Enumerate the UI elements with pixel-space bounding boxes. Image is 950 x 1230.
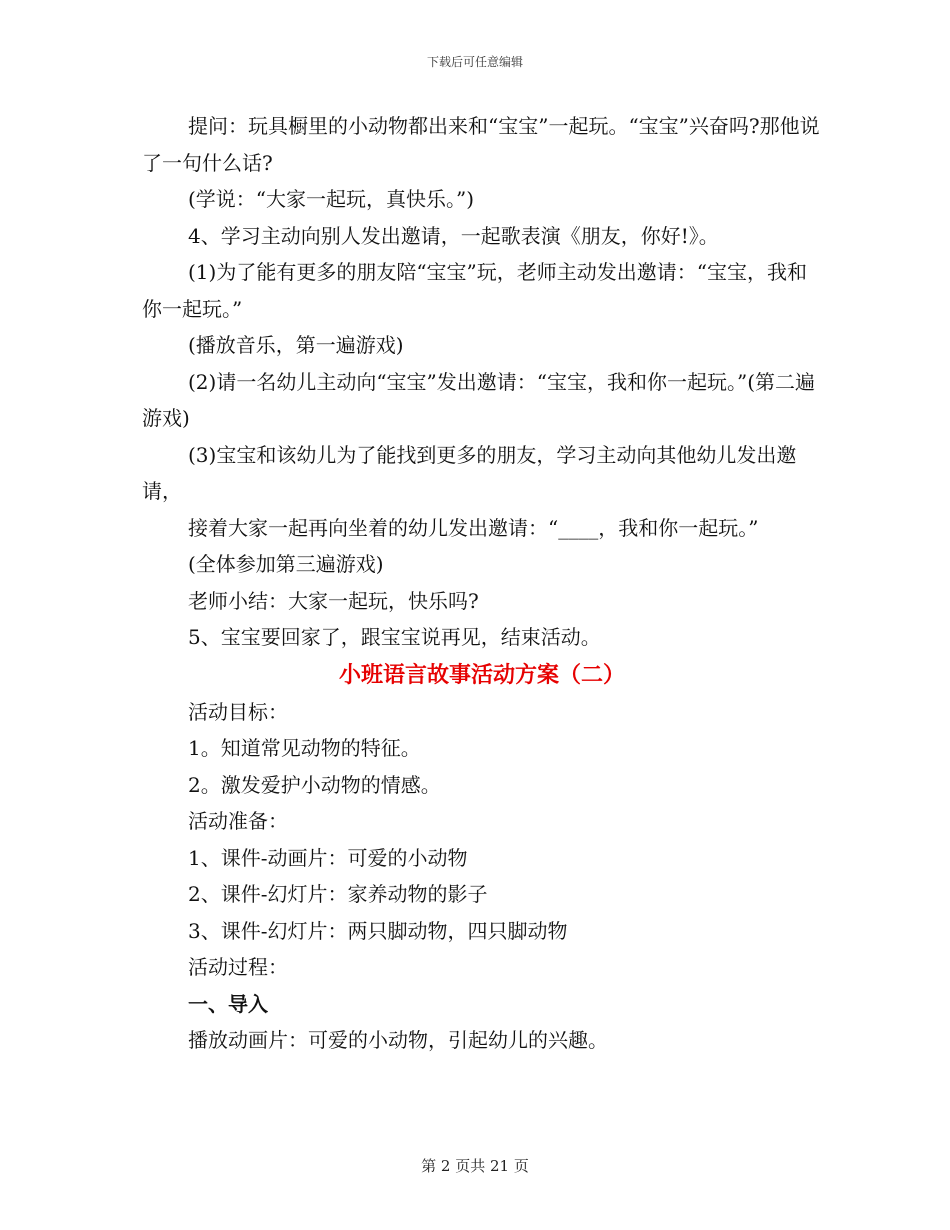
paragraph: (全体参加第三遍游戏)	[188, 552, 384, 576]
paragraph: 1。知道常见动物的特征。	[188, 736, 421, 760]
paragraph: 接着大家一起再向坐着的幼儿发出邀请：“____，我和你一起玩。”	[188, 515, 759, 540]
page-header: 下载后可任意编辑	[426, 55, 523, 69]
paragraph: (播放音乐，第一遍游戏)	[188, 333, 404, 357]
paragraph: 播放动画片：可爱的小动物，引起幼儿的兴趣。	[188, 1028, 608, 1052]
paragraph: 1、课件-动画片：可爱的小动物	[188, 845, 468, 870]
paragraph: 5、宝宝要回家了，跟宝宝说再见，结束活动。	[188, 625, 601, 649]
paragraph: 2。激发爱护小动物的情感。	[188, 772, 441, 797]
paragraph: 3、课件-幻灯片：两只脚动物，四只脚动物	[188, 918, 568, 943]
paragraph: 活动过程：	[188, 955, 288, 979]
paragraph: (3)宝宝和该幼儿为了能找到更多的朋友，学习主动向其他幼儿发出邀请，	[142, 442, 797, 503]
section-title: 小班语言故事活动方案（二）	[338, 661, 625, 688]
paragraph: 4、学习主动向别人发出邀请，一起歌表演《朋友，你好!》。	[188, 223, 719, 248]
document-body	[142, 108, 822, 1059]
paragraph: 活动准备：	[188, 809, 288, 833]
paragraph: 2、课件-幻灯片：家养动物的影子	[188, 882, 488, 906]
paragraph: (2)请一名幼儿主动向“宝宝”发出邀请：“宝宝，我和你一起玩。”(第二遍游戏)	[142, 369, 816, 430]
paragraph: 活动目标：	[188, 699, 288, 724]
paragraph: 老师小结：大家一起玩，快乐吗?	[188, 588, 479, 613]
paragraph: (学说：“大家一起玩，真快乐。”)	[188, 187, 475, 211]
subsection-heading: 一、导入	[188, 991, 268, 1016]
paragraph: 提问：玩具橱里的小动物都出来和“宝宝”一起玩。“宝宝”兴奋吗?那他说了一句什么话?	[142, 114, 820, 175]
page-footer: 第 2 页共 21 页	[421, 1157, 529, 1175]
paragraph: (1)为了能有更多的朋友陪“宝宝”玩，老师主动发出邀请：“宝宝，我和你一起玩。”	[142, 260, 808, 321]
